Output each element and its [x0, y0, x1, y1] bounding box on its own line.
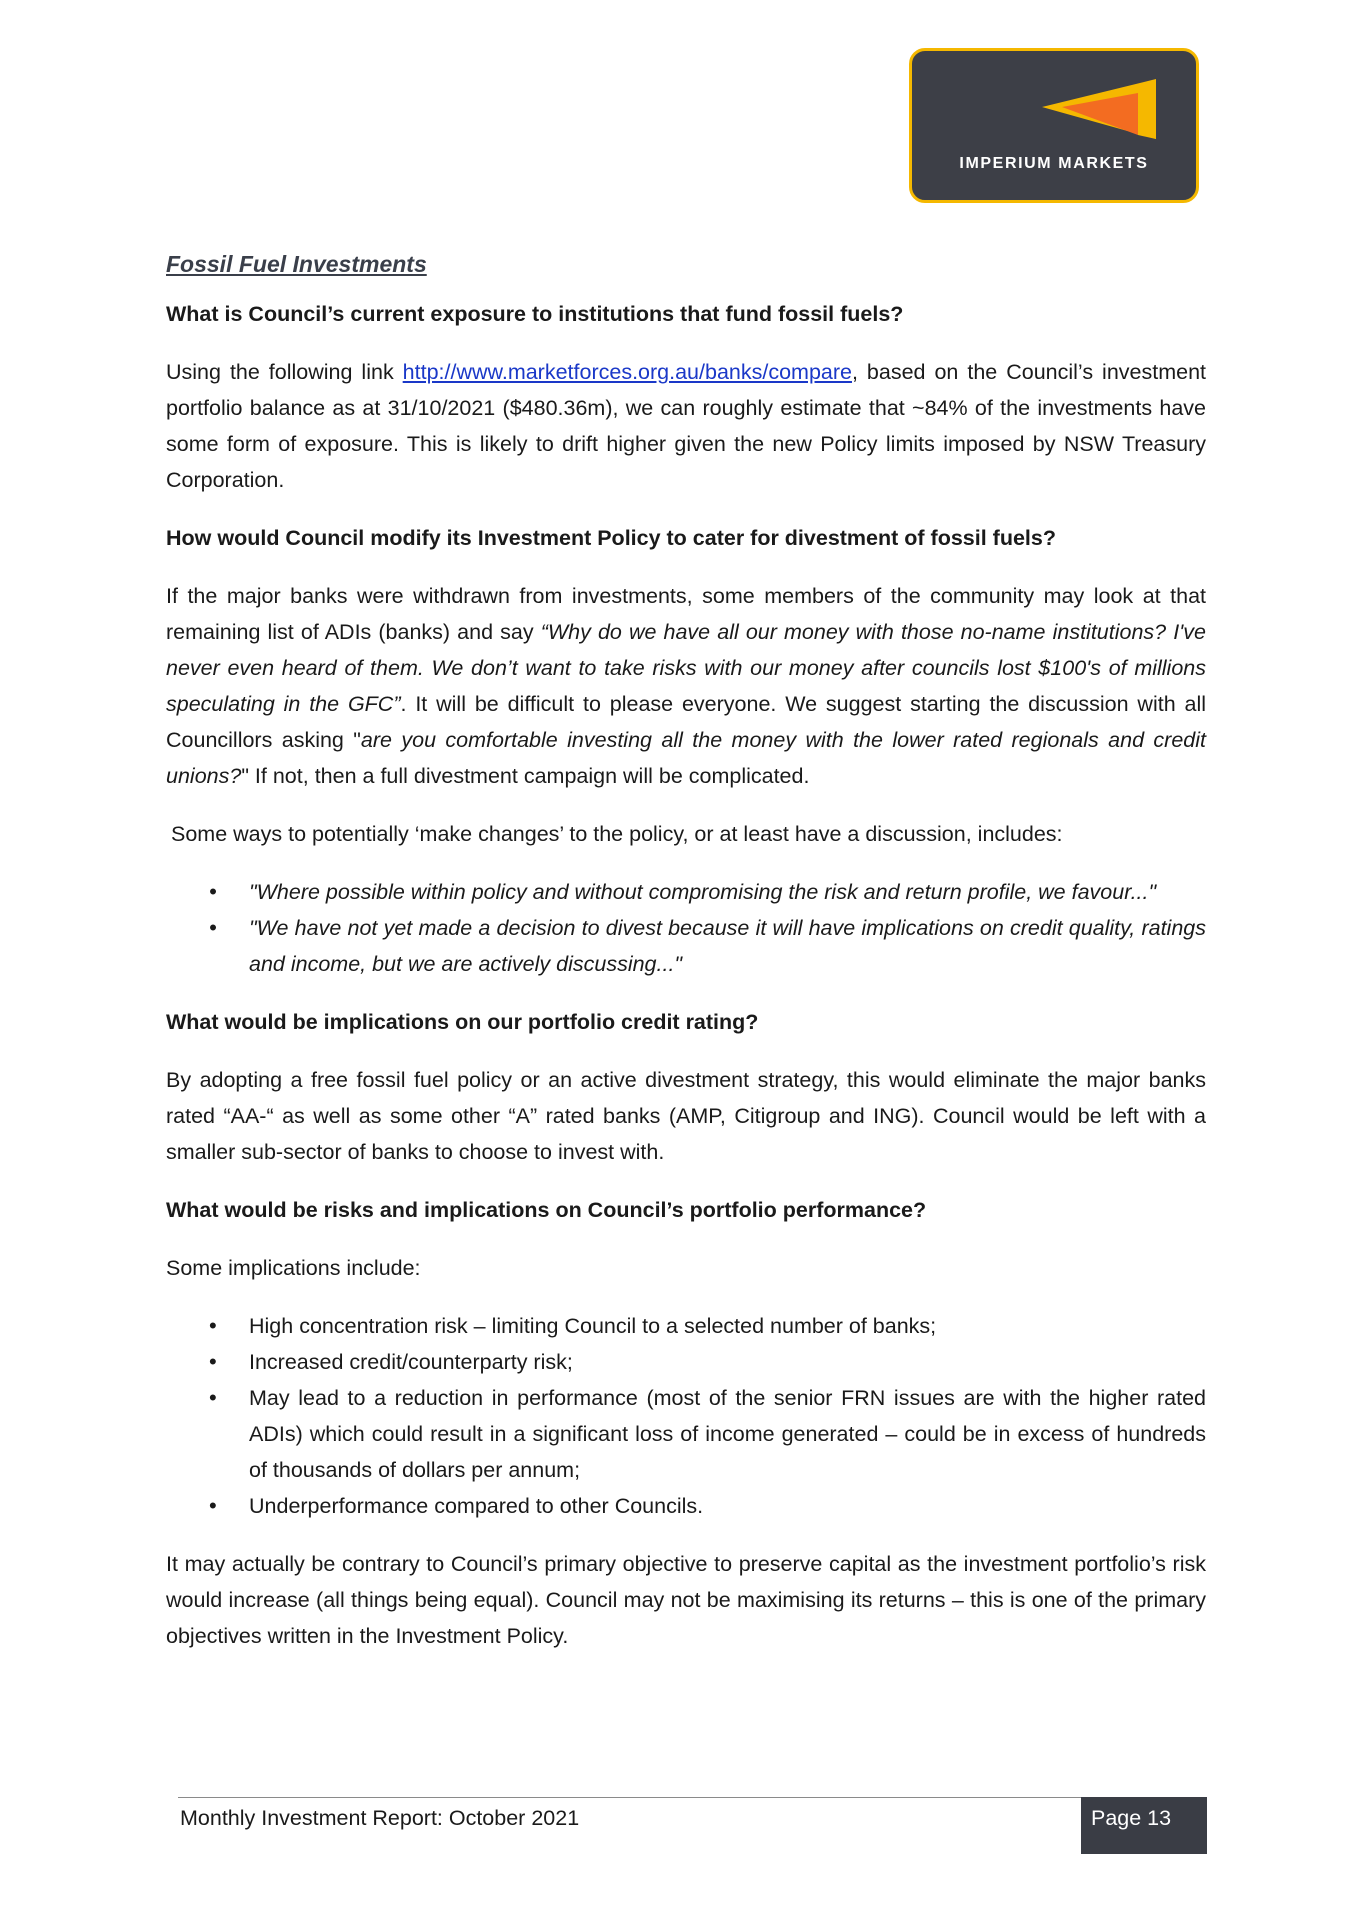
- arrow-logo-icon: [1042, 73, 1162, 145]
- page-number: Page 13: [1081, 1797, 1207, 1854]
- implications-list: [166, 1308, 1206, 1524]
- question-exposure: What is Council’s current exposure to institutions that fund fossil fuels?: [166, 302, 904, 326]
- question-policy: How would Council modify its Investment Policy to cater for divestment of fossil fuels?: [166, 526, 1056, 550]
- document-body: [166, 246, 1206, 1676]
- policy-paragraph: If the major banks were withdrawn from investments, some members of the community may look at that remaining list of ADIs (banks) and say “Why do we have all our money with those no-name institutions? I've never even heard of them. We don’t want to take risks with our money after councils lost $100's of millions speculating in the GFC”. It will be difficult to please everyone. We suggest starting the discussion with all Councillors asking "are you comfortable investing all the money with the lower rated regionals and credit unions?" If not, then a full divestment campaign will be complicated.: [166, 584, 1207, 788]
- marketforces-link[interactable]: http://www.marketforces.org.au/banks/compare: [402, 360, 852, 384]
- closing-paragraph: It may actually be contrary to Council’s primary objective to preserve capital as the investment portfolio’s risk would increase (all things being equal). Council may not be maximising its returns – this is one of the primary objectives written in the Investment Policy.: [166, 1552, 1206, 1648]
- list-item: • May lead to a reduction in performance (most of the senior FRN issues are with the higher rated ADIs) which could result in a significant loss of income generated – could be in excess of hundreds of thousands of dollars per annum;: [249, 1380, 1206, 1488]
- imperium-markets-logo: [909, 48, 1199, 203]
- policy-suggestions-list: [166, 874, 1206, 982]
- footer-divider: [178, 1797, 1207, 1798]
- credit-rating-paragraph: By adopting a free fossil fuel policy or an active divestment strategy, this would eliminate the major banks rated “AA-“ as well as some other “A” rated banks (AMP, Citigroup and ING). Council would be left with a smaller sub-sector of banks to choose to invest with.: [166, 1068, 1206, 1164]
- page-title: Fossil Fuel Investments: [166, 251, 427, 277]
- list-item: • High concentration risk – limiting Council to a selected number of banks;: [249, 1308, 1206, 1344]
- logo-text: IMPERIUM MARKETS: [959, 155, 1149, 172]
- list-item: • "We have not yet made a decision to divest because it will have implications on credit quality, ratings and income, but we are actively discussing...": [249, 910, 1206, 982]
- policy-ways-intro: Some ways to potentially ‘make changes’ to the policy, or at least have a discussion, includes:: [171, 822, 1063, 846]
- question-performance: What would be risks and implications on Council’s portfolio performance?: [166, 1198, 927, 1222]
- list-item: • "Where possible within policy and without compromising the risk and return profile, we favour...": [249, 874, 1206, 910]
- list-item: • Increased credit/counterparty risk;: [249, 1344, 1206, 1380]
- footer-report-title: Monthly Investment Report: October 2021: [180, 1806, 580, 1830]
- exposure-paragraph: Using the following link http://www.marketforces.org.au/banks/compare, based on the Council’s investment portfolio balance as at 31/10/2021 ($480.36m), we can roughly estimate that ~84% of the investments have some form of exposure. This is likely to drift higher given the new Policy limits imposed by NSW Treasury Corporation.: [166, 360, 1206, 492]
- question-credit-rating: What would be implications on our portfolio credit rating?: [166, 1010, 759, 1034]
- implications-intro: Some implications include:: [166, 1256, 421, 1280]
- list-item: • Underperformance compared to other Councils.: [249, 1488, 1206, 1524]
